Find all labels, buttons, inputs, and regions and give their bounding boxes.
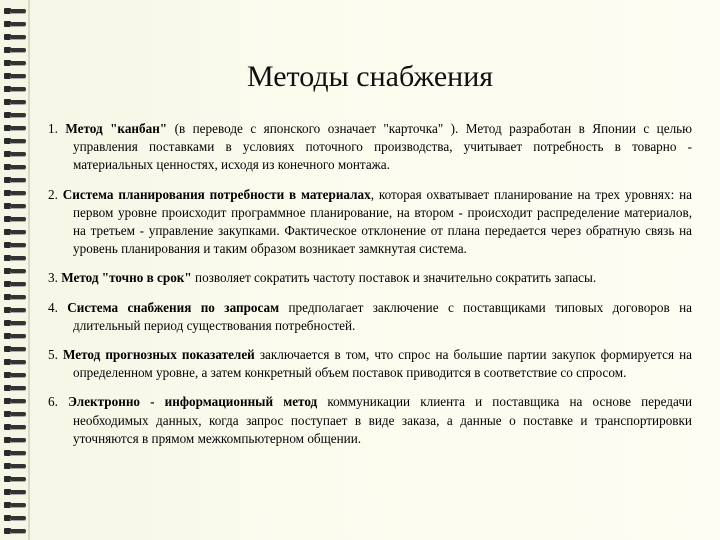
binding-ring — [4, 99, 26, 105]
binding-ring — [4, 177, 26, 183]
binding-ring — [4, 515, 26, 521]
binding-ring — [4, 60, 26, 66]
binding-ring — [4, 294, 26, 300]
list-item-5 — [48, 346, 692, 382]
item-term: Система снабжения по запросам — [67, 299, 280, 315]
item-term: Метод прогнозных показателей — [62, 347, 255, 363]
binding-ring — [4, 125, 26, 131]
binding-ring — [4, 489, 26, 495]
binding-ring — [4, 502, 26, 508]
binding-ring — [4, 216, 26, 222]
binding-ring — [4, 476, 26, 482]
binding-ring — [4, 372, 26, 378]
binding-ring — [4, 164, 26, 170]
item-text: , которая охватывает планирование на трех уровнях: на первом уровне происходит программное планирование, на втором - происходит распределение материалов, на третьем - управление закупками. Фактическое отклонение от плана передается через обратную связь на уровень планирования и таким образом возникает замкнутая система. — [73, 186, 692, 257]
binding-ring — [4, 21, 26, 27]
item-text: предполагает заключение с поставщиками типовых договоров на длительный период существования потребностей. — [73, 299, 693, 333]
binding-ring — [4, 528, 26, 534]
binding-ring — [4, 47, 26, 53]
binding-ring — [4, 424, 26, 430]
item-number: 3. — [48, 270, 58, 286]
binding-ring — [4, 346, 26, 352]
item-text: коммуникации клиента и поставщика на основе передачи необходимых данных, когда запрос поступает в виде заказа, а данные о поставке и транспортировки уточняются в прямом межкомпьютерном общении. — [73, 394, 693, 446]
list-item-2 — [48, 186, 692, 259]
binding-ring — [4, 112, 26, 118]
binding-ring — [4, 151, 26, 157]
binding-ring — [4, 411, 26, 417]
binding-ring — [4, 398, 26, 404]
binding-ring — [4, 203, 26, 209]
item-number: 6. — [48, 394, 58, 410]
binding-ring — [4, 255, 26, 261]
item-term: Метод "точно в срок" — [61, 270, 192, 286]
spiral-binding-icon — [0, 0, 30, 540]
list-item-6 — [48, 393, 692, 448]
binding-ring — [4, 268, 26, 274]
item-number: 1. — [48, 121, 58, 136]
binding-ring — [4, 138, 26, 144]
binding-ring — [4, 307, 26, 313]
item-text: (в переводе с японского означает "карточка" ). Метод разработан в Японии с целью управления поставками в условиях поточного производства, учитывает потребность в товарно - материальных ценностях, исходя из конечного монтажа. — [73, 121, 693, 173]
binding-ring — [4, 8, 26, 14]
page-title: Методы снабжения — [246, 60, 494, 93]
binding-ring — [4, 333, 26, 339]
binding-ring — [4, 281, 26, 287]
binding-ring — [4, 229, 26, 235]
item-number: 2. — [48, 186, 58, 202]
binding-ring — [4, 34, 26, 40]
item-text: заключается в том, что спрос на большие партии закупок формируется на определенном уровне, а затем конкретный объем поставок приводится в соответствие со спросом. — [73, 347, 693, 381]
binding-ring — [4, 320, 26, 326]
list-item-3 — [48, 269, 692, 287]
binding-ring — [4, 73, 26, 79]
page-edge — [28, 0, 30, 540]
item-number: 5. — [48, 347, 58, 363]
list-item-1 — [48, 120, 692, 175]
binding-ring — [4, 242, 26, 248]
item-term: Электронно - информационный метод — [68, 394, 318, 410]
list-item-4 — [48, 299, 692, 335]
binding-ring — [4, 190, 26, 196]
item-term: Метод "канбан" — [65, 121, 168, 136]
binding-ring — [4, 437, 26, 443]
binding-ring — [4, 86, 26, 92]
binding-ring — [4, 359, 26, 365]
binding-ring — [4, 385, 26, 391]
binding-ring — [4, 463, 26, 469]
methods-list — [48, 120, 692, 459]
item-text: позволяет сократить частоту поставок и значительно сократить запасы. — [191, 270, 597, 286]
binding-ring — [4, 450, 26, 456]
item-term: Система планирования потребности в материалах — [62, 186, 371, 202]
item-number: 4. — [48, 299, 58, 315]
